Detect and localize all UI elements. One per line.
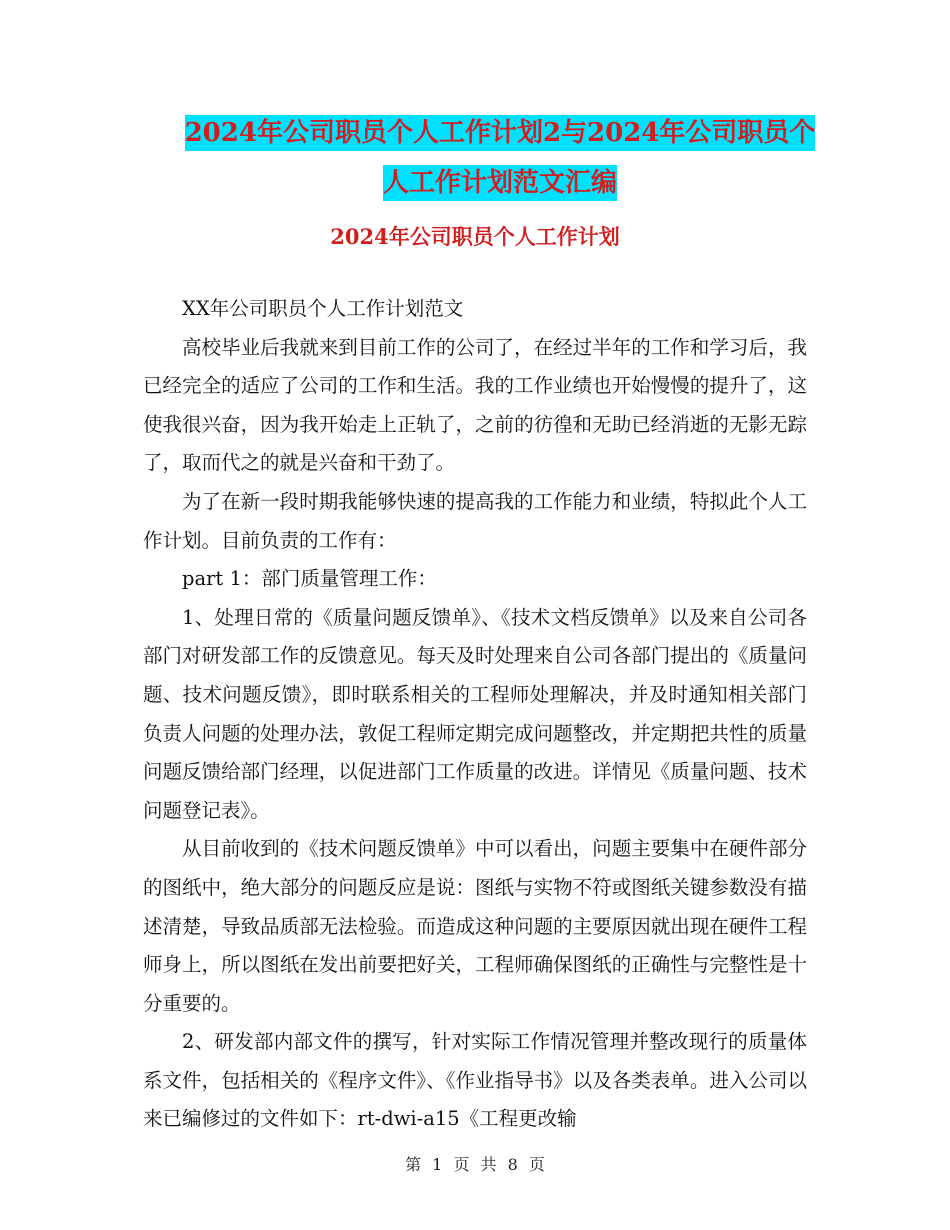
- paragraph: XX年公司职员个人工作计划范文: [182, 297, 464, 320]
- page-footer: 第 1 页 共 8 页: [405, 1155, 545, 1174]
- main-title-line1: 2024年公司职员个人工作计划2与2024年公司职员个: [185, 115, 816, 151]
- main-title-line2: 人工作计划范文汇编: [383, 165, 617, 201]
- paragraph: 为了在新一段时期我能够快速的提高我的工作能力和业绩，特拟此个人工作计划。目前负责的工作有：: [143, 489, 807, 552]
- paragraph: part 1：部门质量管理工作：: [182, 567, 437, 591]
- paragraph: 1、处理日常的《质量问题反馈单》、《技术文档反馈单》以及来自公司各部门对研发部工作的反馈意见。每天及时处理来自公司各部门提出的《质量问题、技术问题反馈》，即时联系相关的工程师处理解决，并及时通知相关部门负责人问题的处理办法，敦促工程师定期完成问题整改，并定期把共性的质量问题反馈给部门经理，以促进部门工作质量的改进。详情见《质量问题、技术问题登记表》。: [143, 605, 807, 822]
- main-title: [130, 108, 870, 208]
- paragraph: 从目前收到的《技术问题反馈单》中可以看出，问题主要集中在硬件部分的图纸中，绝大部分的问题反应是说：图纸与实物不符或图纸关键参数没有描述清楚，导致品质部无法检验。而造成这种问题的主要原因就出现在硬件工程师身上，所以图纸在发出前要把好关，工程师确保图纸的正确性与完整性是十分重要的。: [143, 837, 807, 1015]
- paragraph: 高校毕业后我就来到目前工作的公司了，在经过半年的工作和学习后，我已经完全的适应了公司的工作和生活。我的工作业绩也开始慢慢的提升了，这使我很兴奋，因为我开始走上正轨了，之前的彷徨和无助已经消逝的无影无踪了，取而代之的就是兴奋和干劲了。: [143, 335, 807, 475]
- section-title: 2024年公司职员个人工作计划: [330, 224, 620, 249]
- body-text: [143, 290, 807, 1139]
- paragraph: 2、研发部内部文件的撰写，针对实际工作情况管理并整改现行的质量体系文件，包括相关的《程序文件》、《作业指导书》以及各类表单。进入公司以来已编修过的文件如下：rt-dwi-a15《工程更改输: [143, 1030, 807, 1131]
